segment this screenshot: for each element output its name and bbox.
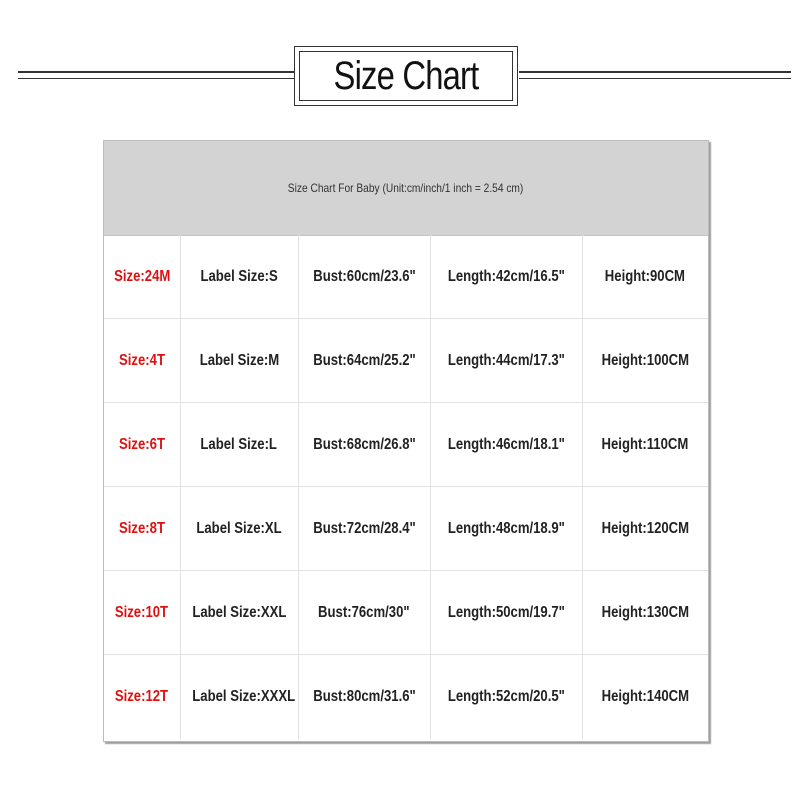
title-box bbox=[294, 46, 518, 106]
bust-cell: Bust:60cm/23.6" bbox=[298, 235, 430, 319]
header-rule-left bbox=[18, 71, 294, 73]
header-rule-right bbox=[519, 71, 791, 73]
height-cell: Height:110CM bbox=[582, 403, 708, 487]
height-cell: Height:130CM bbox=[582, 571, 708, 655]
size-table-container bbox=[103, 140, 709, 742]
bust-cell: Bust:80cm/31.6" bbox=[298, 655, 430, 740]
bust-cell: Bust:76cm/30" bbox=[298, 571, 430, 655]
label-size-cell: Label Size:XL bbox=[180, 487, 298, 571]
size-cell: Size:8T bbox=[104, 487, 180, 571]
bust-cell: Bust:72cm/28.4" bbox=[298, 487, 430, 571]
size-cell: Size:24M bbox=[104, 235, 180, 319]
table-row bbox=[104, 235, 708, 319]
size-table-body bbox=[104, 235, 708, 739]
table-caption bbox=[104, 141, 708, 236]
label-size-cell: Label Size:M bbox=[180, 319, 298, 403]
height-cell: Height:90CM bbox=[582, 235, 708, 319]
size-cell: Size:4T bbox=[104, 319, 180, 403]
height-cell: Height:100CM bbox=[582, 319, 708, 403]
table-caption-text: Size Chart For Baby (Unit:cm/inch/1 inch = 2.54 cm) bbox=[288, 181, 524, 195]
height-cell: Height:140CM bbox=[582, 655, 708, 740]
label-size-cell: Label Size:XXXL bbox=[180, 655, 298, 740]
length-cell: Length:46cm/18.1" bbox=[430, 403, 582, 487]
length-cell: Length:42cm/16.5" bbox=[430, 235, 582, 319]
header-rule-left-thin bbox=[18, 78, 294, 79]
table-row bbox=[104, 403, 708, 487]
table-row bbox=[104, 655, 708, 740]
label-size-cell: Label Size:L bbox=[180, 403, 298, 487]
table-row bbox=[104, 571, 708, 655]
length-cell: Length:44cm/17.3" bbox=[430, 319, 582, 403]
size-cell: Size:12T bbox=[104, 655, 180, 740]
bust-cell: Bust:64cm/25.2" bbox=[298, 319, 430, 403]
label-size-cell: Label Size:XXL bbox=[180, 571, 298, 655]
length-cell: Length:50cm/19.7" bbox=[430, 571, 582, 655]
size-cell: Size:10T bbox=[104, 571, 180, 655]
label-size-cell: Label Size:S bbox=[180, 235, 298, 319]
length-cell: Length:48cm/18.9" bbox=[430, 487, 582, 571]
table-row bbox=[104, 319, 708, 403]
header-rule-right-thin bbox=[519, 78, 791, 79]
size-table bbox=[104, 235, 708, 739]
table-row bbox=[104, 487, 708, 571]
bust-cell: Bust:68cm/26.8" bbox=[298, 403, 430, 487]
page-title: Size Chart bbox=[333, 53, 479, 98]
size-cell: Size:6T bbox=[104, 403, 180, 487]
length-cell: Length:52cm/20.5" bbox=[430, 655, 582, 740]
height-cell: Height:120CM bbox=[582, 487, 708, 571]
